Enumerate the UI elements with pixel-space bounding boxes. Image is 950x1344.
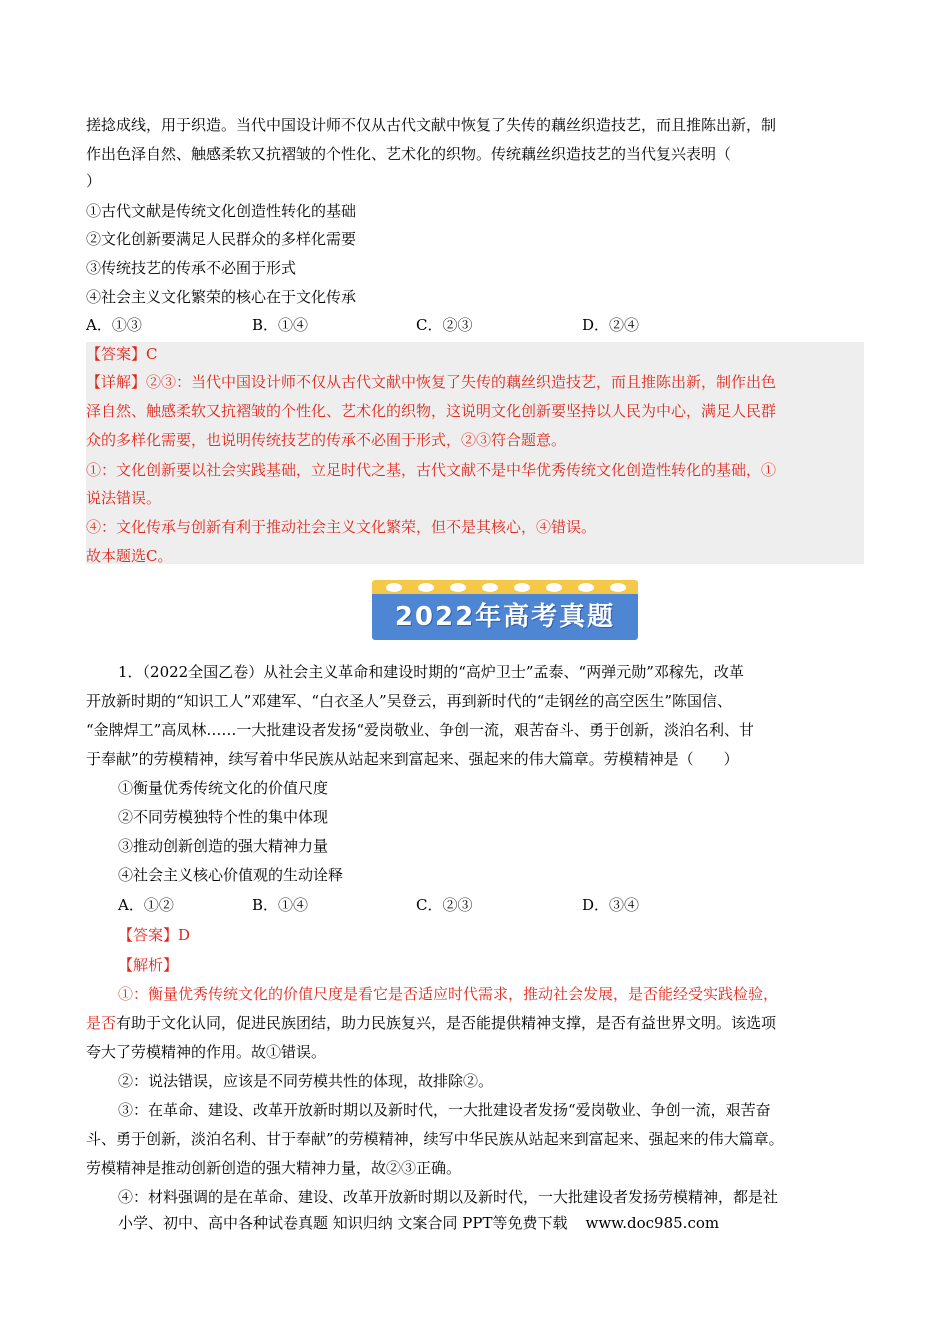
analysis-line: 夸大了劳模精神的作用。故①错误。: [86, 1043, 327, 1061]
binding-hole-icon: [546, 583, 562, 592]
answer-label: 【答案】D: [118, 926, 191, 944]
statement-item: ③推动创新创造的强大精神力量: [118, 837, 329, 855]
option-b: B．①④: [252, 316, 309, 334]
section-title: 2022年高考真题: [394, 602, 616, 632]
explanation-line: 说法错误。: [86, 489, 162, 507]
statement-item: ②不同劳模独特个性的集中体现: [118, 808, 329, 826]
section-banner: [372, 580, 638, 640]
statement-item: ④社会主义核心价值观的生动诠释: [118, 866, 344, 884]
answer-label: 【答案】C: [86, 345, 158, 363]
explanation-line: ①：文化创新要以社会实践基础，立足时代之基，古代文献不是中华优秀传统文化创造性转化的基础，①: [86, 461, 777, 479]
page-footer: [118, 1213, 719, 1233]
binding-hole-icon: [578, 583, 594, 592]
statement-item: ④社会主义文化繁荣的核心在于文化传承: [86, 288, 357, 306]
analysis-line: ①：衡量优秀传统文化的价值尺度是看它是否适应时代需求，推动社会发展，是否能经受实践检验，: [118, 985, 779, 1003]
statement-item: ①衡量优秀传统文化的价值尺度: [118, 779, 329, 797]
binding-hole-icon: [514, 583, 530, 592]
explanation-line: 【详解】②③：当代中国设计师不仅从古代文献中恢复了失传的藕丝织造技艺，而且推陈出新，制作出色: [86, 373, 777, 391]
question-text-line: 1．（2022全国乙卷）从社会主义革命和建设时期的“高炉卫士”孟泰、“两弹元勋”邓稼先，改革: [118, 663, 744, 681]
analysis-line: ②：说法错误，应该是不同劳模共性的体现，故排除②。: [118, 1072, 494, 1090]
question-text-line: ）: [86, 172, 102, 190]
explanation-line: 泽自然、触感柔软又抗褶皱的个性化、艺术化的织物，这说明文化创新要坚持以人民为中心，满足人民群: [86, 402, 777, 420]
question-text-line: “金牌焊工”高凤林……一大批建设者发扬“爱岗敬业、争创一流，艰苦奋斗、勇于创新，淡泊名利、甘: [86, 721, 755, 739]
binding-hole-icon: [386, 583, 402, 592]
analysis-highlight: 是否: [86, 1014, 117, 1032]
explanation-line: 故本题选C。: [86, 547, 173, 565]
binding-hole-icon: [482, 583, 498, 592]
option-d: D．②④: [582, 316, 640, 334]
explanation-line: 众的多样化需要，也说明传统技艺的传承不必囿于形式，②③符合题意。: [86, 431, 567, 449]
footer-url-link[interactable]: www.doc985.com: [585, 1214, 720, 1232]
statement-item: ②文化创新要满足人民群众的多样化需要: [86, 230, 357, 248]
option-b: B．①④: [252, 896, 309, 914]
analysis-text: 有助于文化认同，促进民族团结，助力民族复兴，是否能提供精神支撑，是否有益世界文明。该选项: [116, 1014, 777, 1032]
analysis-line: ③：在革命、建设、改革开放新时期以及新时代，一大批建设者发扬“爱岗敬业、争创一流，艰苦奋: [118, 1101, 771, 1119]
binding-hole-icon: [610, 583, 626, 592]
binding-hole-icon: [418, 583, 434, 592]
option-c: C．②③: [416, 316, 473, 334]
option-c: C．②③: [416, 896, 473, 914]
footer-text: 小学、初中、高中各种试卷真题 知识归纳 文案合同 PPT等免费下载: [118, 1214, 568, 1232]
statement-item: ③传统技艺的传承不必囿于形式: [86, 259, 297, 277]
option-d: D．③④: [582, 896, 640, 914]
explanation-line: ④：文化传承与创新有利于推动社会主义文化繁荣，但不是其核心，④错误。: [86, 518, 597, 536]
option-a: A．①③: [86, 316, 142, 334]
question-text-line: 开放新时期的“知识工人”邓建军、“白衣圣人”吴登云，再到新时代的“走钢丝的高空医生”陈国信、: [86, 692, 733, 710]
statement-item: ①古代文献是传统文化创造性转化的基础: [86, 202, 357, 220]
option-a: A．①②: [118, 896, 174, 914]
question-text-line: 搓捻成线，用于织造。当代中国设计师不仅从古代文献中恢复了失传的藕丝织造技艺，而且推陈出新，制: [86, 116, 777, 134]
analysis-line: ④：材料强调的是在革命、建设、改革开放新时期以及新时代，一大批建设者发扬劳模精神，都是社: [118, 1188, 779, 1206]
question-text-line: 作出色泽自然、触感柔软又抗褶皱的个性化、艺术化的织物。传统藕丝织造技艺的当代复兴表明（: [86, 145, 732, 163]
binding-hole-icon: [450, 583, 466, 592]
analysis-line: [86, 1013, 776, 1033]
analysis-label: 【解析】: [118, 956, 179, 974]
analysis-line: 劳模精神是推动创新创造的强大精神力量，故②③正确。: [86, 1159, 462, 1177]
question-text-line: 于奉献”的劳模精神，续写着中华民族从站起来到富起来、强起来的伟大篇章。劳模精神是（ ）: [86, 750, 739, 768]
analysis-line: 斗、勇于创新，淡泊名利、甘于奉献”的劳模精神，续写中华民族从站起来到富起来、强起来的伟大篇章。: [86, 1130, 784, 1148]
